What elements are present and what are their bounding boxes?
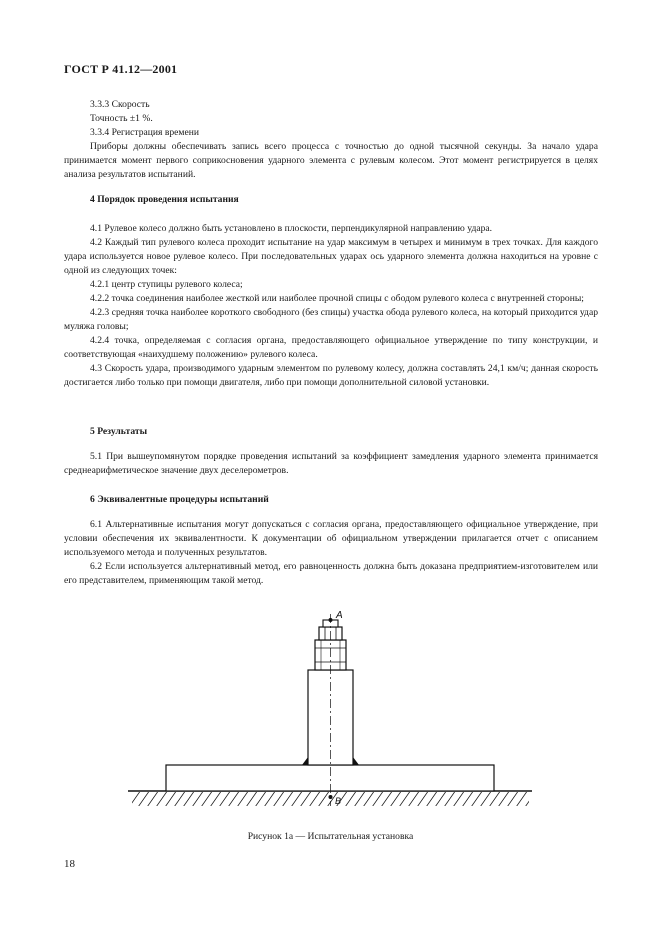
document-header: ГОСТ Р 41.12—2001 bbox=[64, 62, 178, 76]
section-5-title: 5 Результаты bbox=[90, 426, 148, 437]
section-5-body bbox=[64, 450, 598, 478]
paragraph: 6.1 Альтернативные испытания могут допускаться с согласия органа, предоставляющего официальное утверждение, при условии обеспечения их эквивалентности. К документации об официальном утверждении прилагается отчет с описанием используемого метода и полученных результатов. bbox=[64, 519, 598, 558]
paragraph: 4.3 Скорость удара, производимого ударным элементом по рулевому колесу, должна составлять 24,1 км/ч; данная скорость достигается либо только при помощи двигателя, либо при помощи дополнительной силовой установки. bbox=[64, 363, 598, 388]
point-a-label: A bbox=[336, 610, 343, 621]
block-3-3 bbox=[64, 98, 598, 182]
section-4-title: 4 Порядок проведения испытания bbox=[90, 194, 239, 205]
paragraph: 4.1 Рулевое колесо должно быть установлено в плоскости, перпендикулярной направлению удара. bbox=[90, 223, 493, 234]
page-number: 18 bbox=[64, 858, 75, 870]
section-6-title: 6 Эквивалентные процедуры испытаний bbox=[90, 494, 269, 505]
base-plate bbox=[166, 765, 494, 791]
test-setup-figure bbox=[0, 600, 661, 830]
paragraph: 4.2.4 точка, определяемая с согласия органа, предоставляющего официальное утверждение по типу конструкции, и соответствующая «наихудшему положению» рулевого колеса. bbox=[64, 335, 598, 360]
paragraph: Точность ±1 %. bbox=[90, 113, 153, 124]
paragraph: 4.2.2 точка соединения наиболее жесткой или наиболее прочной спицы с ободом рулевого колеса с внутренней стороны; bbox=[90, 293, 584, 304]
weld-left bbox=[302, 757, 308, 765]
paragraph: 3.3.4 Регистрация времени bbox=[90, 127, 200, 138]
point-a-marker bbox=[329, 618, 333, 622]
paragraph: Приборы должны обеспечивать запись всего процесса с точностью до одной тысячной секунды. За начало удара принимается момент первого соприкосновения ударного элемента с рулевым колесом. Этот момент регистрируется в целях анализа результатов испытаний. bbox=[64, 141, 598, 180]
paragraph: 4.2.1 центр ступицы рулевого колеса; bbox=[90, 279, 243, 290]
paragraph: 4.2.3 средняя точка наиболее короткого свободного (без спицы) участка обода рулевого колеса, на который приходится удар муляжа головы; bbox=[64, 307, 598, 332]
figure-caption: Рисунок 1а — Испытательная установка bbox=[247, 831, 414, 842]
weld-right bbox=[353, 757, 359, 765]
paragraph: 3.3.3 Скорость bbox=[90, 99, 150, 110]
paragraph: 6.2 Если используется альтернативный метод, его равноценность должна быть доказана предприятием-изготовителем или его представителем, применяющим такой метод. bbox=[64, 561, 598, 586]
paragraph: 5.1 При вышеупомянутом порядке проведения испытаний за коэффициент замедления ударного элемента принимается среднеарифметическое значение двух деселерометров. bbox=[64, 451, 598, 476]
paragraph: 4.2 Каждый тип рулевого колеса проходит испытание на удар максимум в четырех и минимум в трех точках. Для каждого удара используется новое рулевое колесо. При последовательных ударах ось ударного элемента должна находиться на уровне с одной из следующих точек: bbox=[64, 237, 598, 276]
section-6-body bbox=[64, 518, 598, 588]
point-b-marker bbox=[329, 795, 333, 799]
point-b-label: B bbox=[335, 796, 342, 806]
section-4-body bbox=[64, 222, 598, 390]
